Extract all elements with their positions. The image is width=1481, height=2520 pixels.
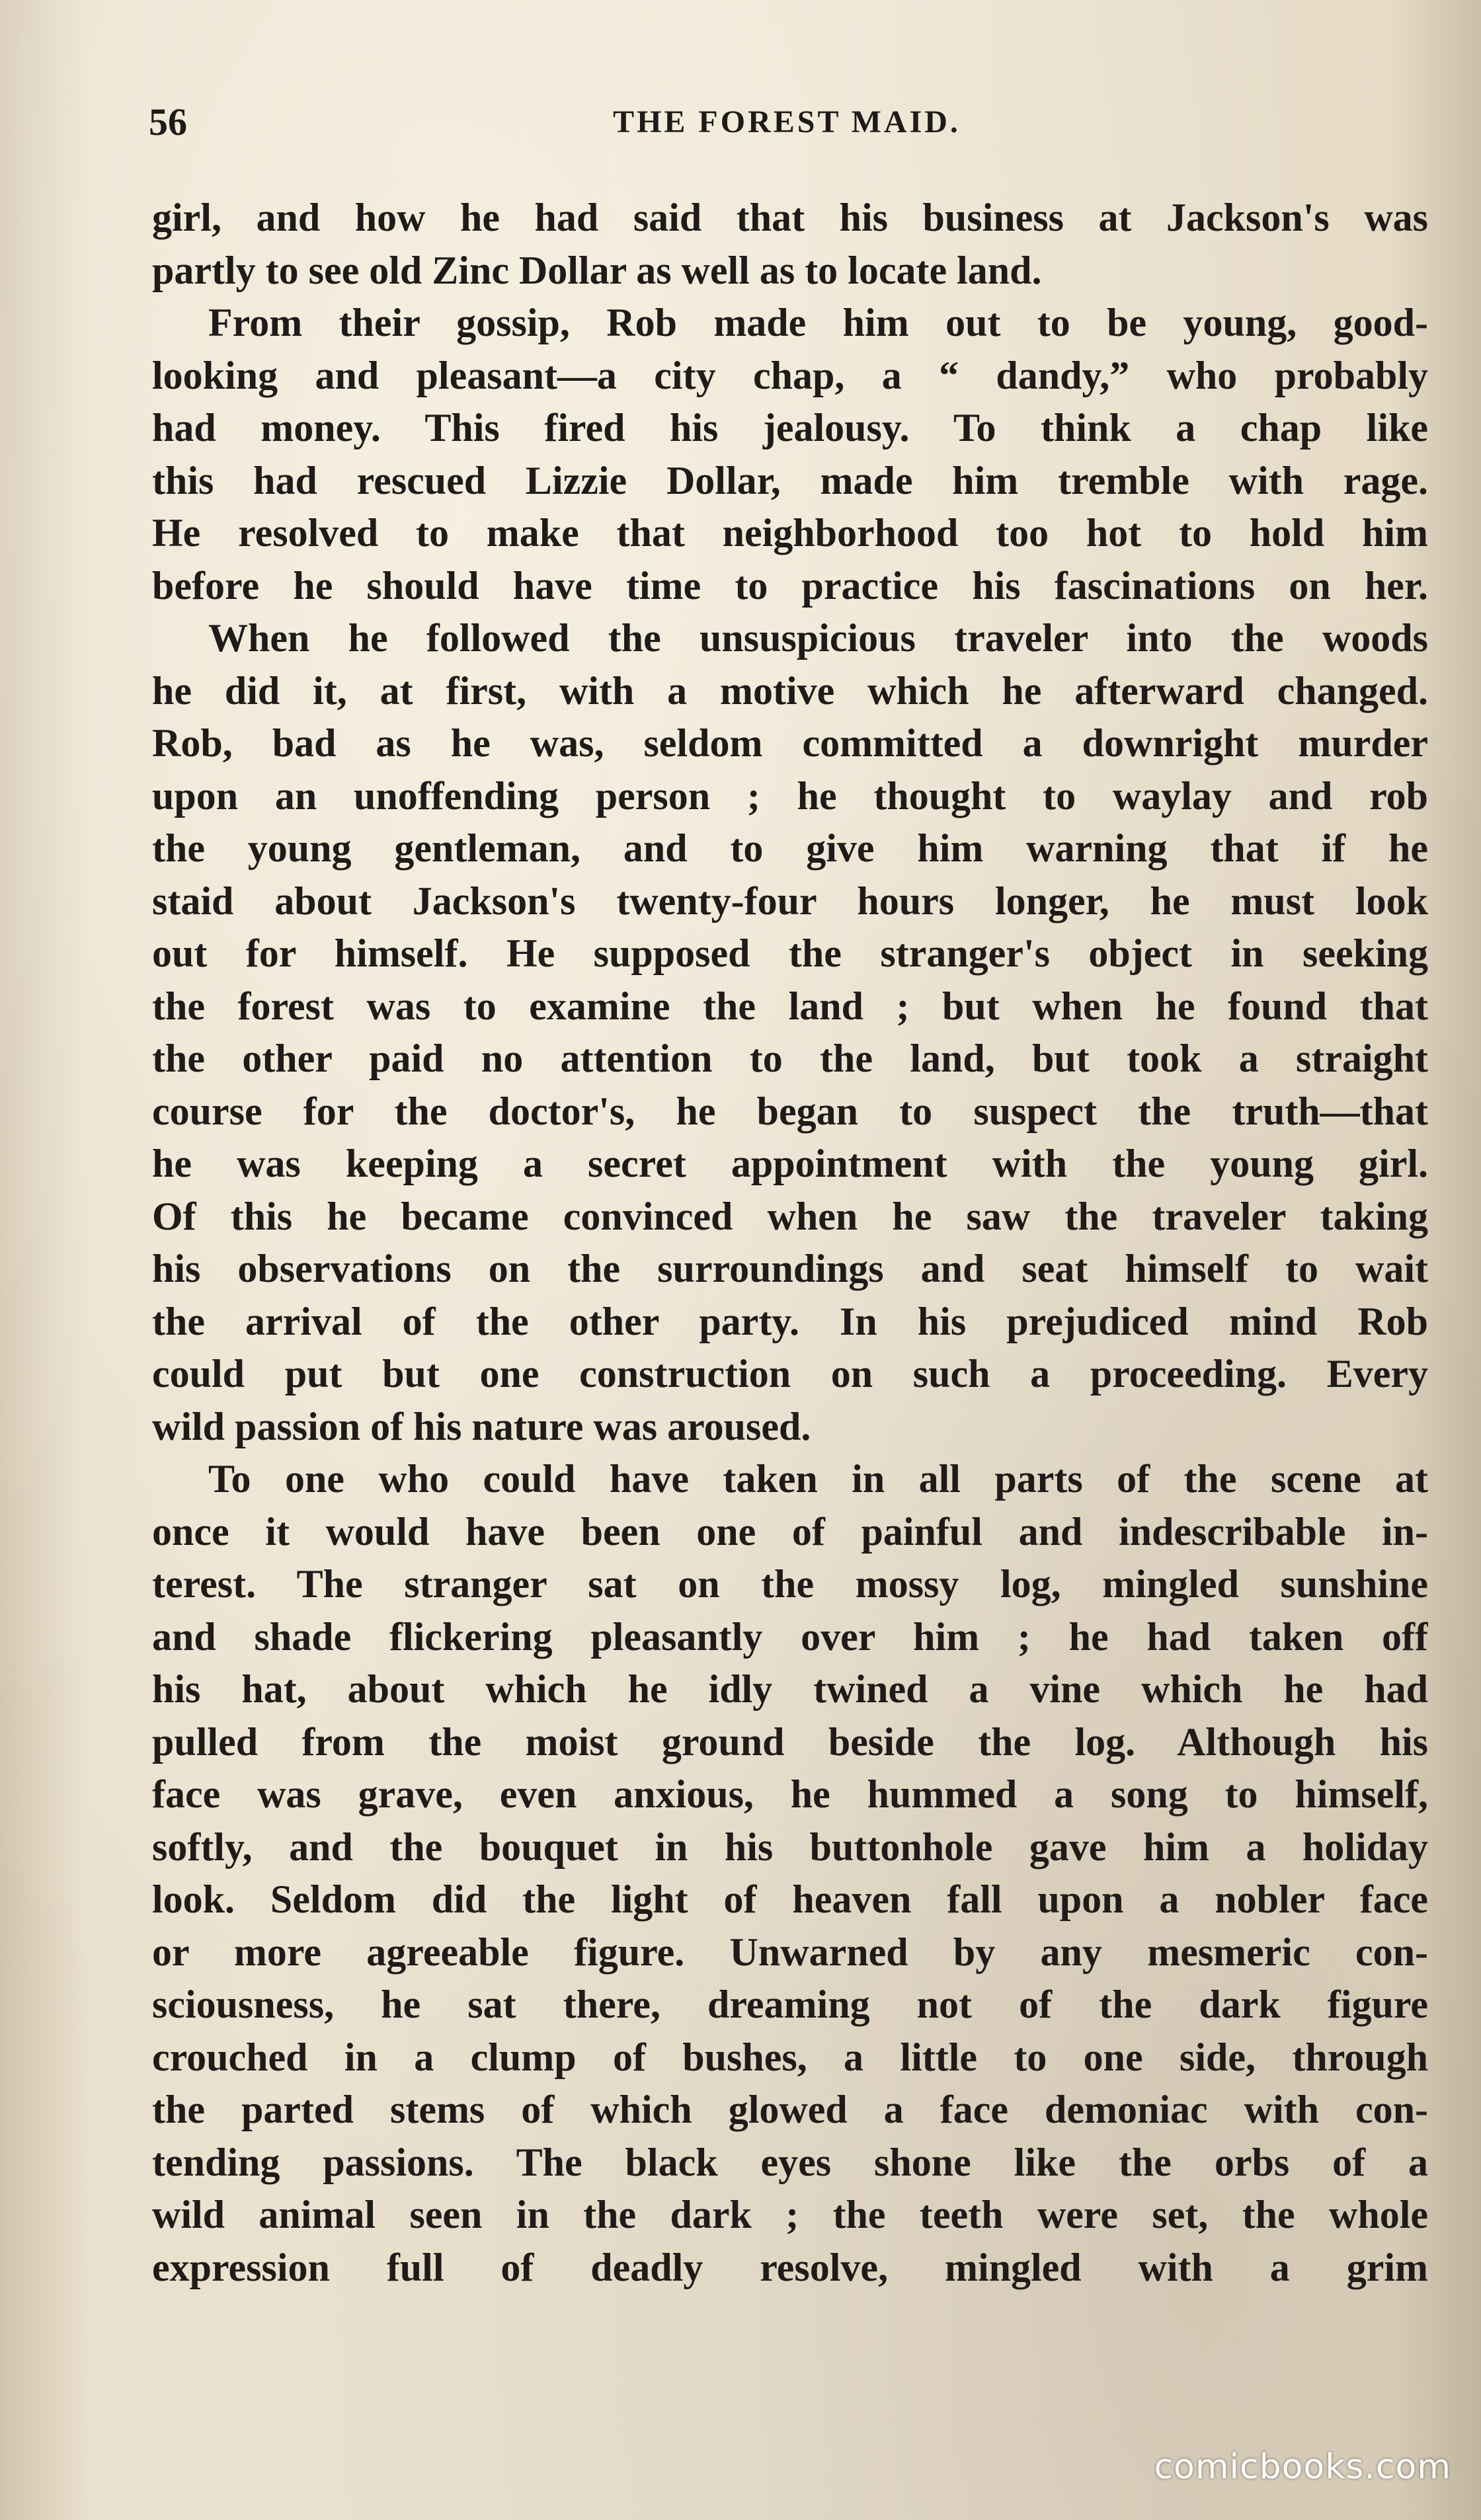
text-line: wild animal seen in the dark ; the teeth were set, the whole [152, 2193, 1428, 2236]
text-line: this had rescued Lizzie Dollar, made him tremble with rage. [152, 458, 1428, 502]
text-line: course for the doctor's, he began to suspect the truth—that [152, 1089, 1428, 1133]
text-line: could put but one construction on such a proceeding. Every [152, 1352, 1428, 1396]
text-line: tending passions. The black eyes shone like the orbs of a [152, 2140, 1428, 2184]
text-line: crouched in a clump of bushes, a little to one side, through [152, 2035, 1428, 2079]
running-title: THE FOREST MAID. [613, 104, 961, 139]
text-line: partly to see old Zinc Dollar as well as to locate land. [152, 248, 1042, 292]
page-header [149, 99, 1425, 145]
text-line: pulled from the moist ground beside the log. Although his [152, 1719, 1428, 1764]
page-number: 56 [149, 100, 187, 143]
text-line: When he followed the unsuspicious traveler into the woods [208, 616, 1428, 660]
text-line: or more agreeable figure. Unwarned by any mesmeric con- [152, 1930, 1428, 1974]
text-line: the arrival of the other party. In his prejudiced mind Rob [152, 1299, 1428, 1343]
text-line: his hat, about which he idly twined a vine which he had [152, 1667, 1428, 1711]
text-line: girl, and how he had said that his business at Jackson's was [152, 196, 1428, 239]
text-line: out for himself. He supposed the stranger's object in seeking [152, 931, 1428, 975]
text-line: the forest was to examine the land ; but when he found that [152, 984, 1428, 1028]
body-text [152, 192, 1428, 2294]
text-line: before he should have time to practice his fascinations on her. [152, 563, 1428, 608]
text-line: terest. The stranger sat on the mossy log, mingled sunshine [152, 1562, 1428, 1606]
text-line: the parted stems of which glowed a face demoniac with con- [152, 2088, 1428, 2131]
text-line: wild passion of his nature was aroused. [152, 1404, 811, 1448]
text-line: he did it, at first, with a motive which he afterward changed. [152, 668, 1428, 713]
text-line: the young gentleman, and to give him warning that if he [152, 826, 1428, 870]
text-line: To one who could have taken in all parts of the scene at [208, 1457, 1428, 1501]
text-line: From their gossip, Rob made him out to be young, good- [208, 301, 1428, 344]
text-line: staid about Jackson's twenty-four hours longer, he must look [152, 879, 1428, 923]
text-line: He resolved to make that neighborhood too hot to hold him [152, 511, 1428, 555]
text-line: expression full of deadly resolve, mingled with a grim [152, 2245, 1428, 2289]
text-line: his observations on the surroundings and seat himself to wait [152, 1247, 1428, 1290]
text-line: softly, and the bouquet in his buttonhole gave him a holiday [152, 1825, 1428, 1869]
text-line: look. Seldom did the light of heaven fall upon a nobler face [152, 1877, 1428, 1921]
text-line: looking and pleasant—a city chap, a “ dandy,” who probably [152, 353, 1428, 397]
watermark: comicbooks.com [1154, 2447, 1451, 2487]
text-line: face was grave, even anxious, he hummed a song to himself, [152, 1772, 1428, 1816]
text-line: had money. This fired his jealousy. To think a chap like [152, 406, 1428, 450]
text-line: the other paid no attention to the land, but took a straight [152, 1037, 1428, 1080]
text-line: once it would have been one of painful and indescribable in- [152, 1509, 1428, 1554]
text-line: Rob, bad as he was, seldom committed a downright murder [152, 721, 1428, 765]
text-line: and shade flickering pleasantly over him ; he had taken off [152, 1614, 1428, 1659]
text-line: upon an unoffending person ; he thought to waylay and rob [152, 773, 1428, 818]
text-line: Of this he became convinced when he saw the traveler taking [152, 1194, 1428, 1238]
text-line: sciousness, he sat there, dreaming not of the dark figure [152, 1983, 1428, 2026]
text-line: he was keeping a secret appointment with the young girl. [152, 1142, 1428, 1185]
